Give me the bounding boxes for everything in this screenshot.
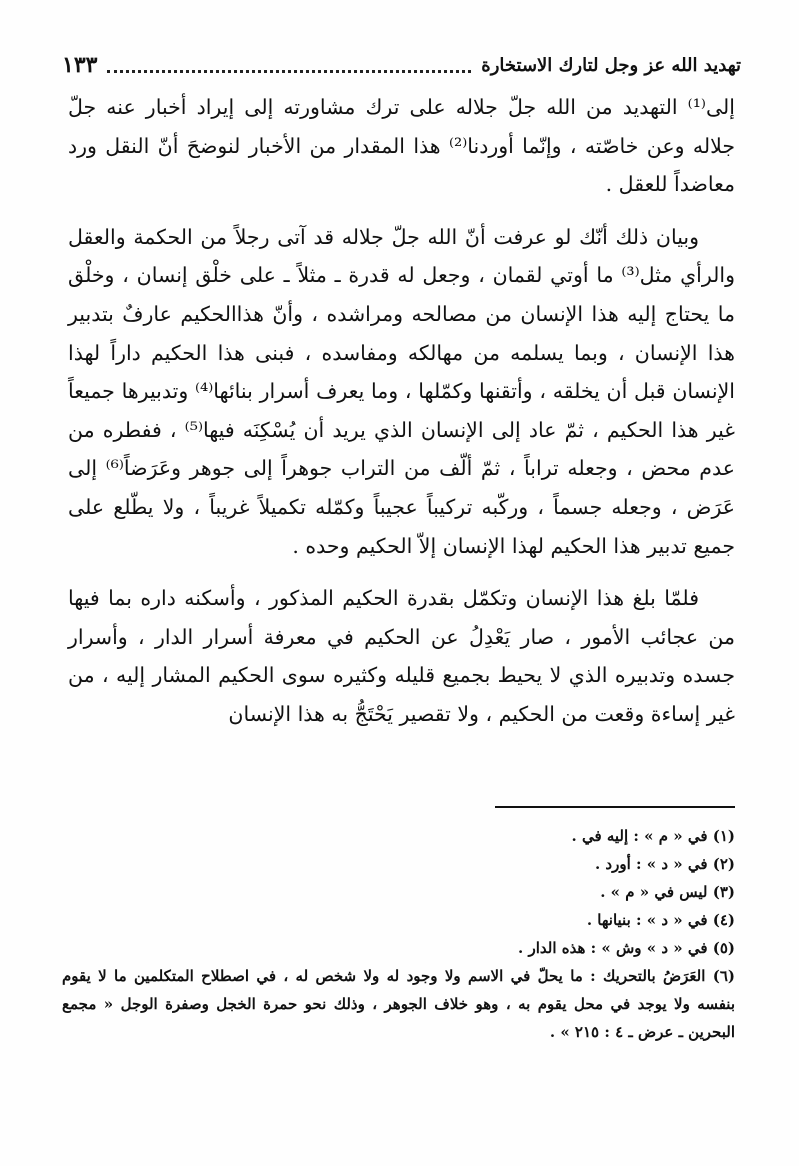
- page-number: ١٣٣: [62, 52, 98, 78]
- running-header: [62, 52, 741, 78]
- footnote-4: (٤) في « د » : بنيانها .: [586, 911, 735, 929]
- footnote-2: (٢) في « د » : أورد .: [594, 855, 735, 873]
- paragraph-2: وبيان ذلك أنّك لو عرفت أنّ الله جلّ جلاله قد آتى رجلاً من الحكمة والعقل والرأي مثل⁽³⁾ ما أوتي لقمان ، وجعل له قدرة ـ مثلاً ـ على خلْق إنسان ، وخلْق ما يحتاج إليه هذا الإنسان من مصالحه ومراشده ، وأنّ هذاالحكيم عارفٌ بتدبير هذا الإنسان ، وبما يسلمه من مهالكه ومفاسده ، فبنى هذا الحكيم داراً لهذا الإنسان قبل أن يخلقه ، وأتقنها وكمّلها ، وما يعرف أسرار بنائها⁽⁴⁾ وتدبيرها جميعاً غير هذا الحكيم ، ثمّ عاد إلى الإنسان الذي يريد أن يُسْكِنَه فيها⁽⁵⁾ ، ففطره من عدم محض ، وجعله تراباً ، ثمّ ألّف من التراب جوهراً إلى جوهر وعَرَضاً⁽⁶⁾ إلى عَرَض ، وجعله جسماً ، وركّبه تركيباً عجيباً وكمّله تكميلاً غريباً ، ولا يطّلع على جميع تدبير هذا الحكيم لهذا الإنسان إلاّ الحكيم وحده .: [68, 224, 736, 558]
- footnote-6: (٦) العَرَضُ بالتحريك : ما يحلّ في الاسم ولا وجود له ولا شخص له ، في اصطلاح المتكلمين ما لا يقوم بنفسه ولا يوجد في محل يقوم به ، وهو خلاف الجوهر ، وذلك نحو حمرة الخجل وصفرة الوجل « مجمع البحرين ـ عرض ـ ٤ : ٢١٥ » .: [62, 967, 735, 1041]
- paragraph-3: فلمّا بلغ هذا الإنسان وتكمّل بقدرة الحكيم المذكور ، وأسكنه داره بما فيها من عجائب الأمور ، صار يَعْدِلُ عن الحكيم في معرفة أسرار الدار ، وأسرار جسده وتدبيره الذي لا يحيط بجميع قليله وكثيره سوى الحكيم المشار إليه ، من غير إساءة وقعت من الحكيم ، ولا تقصير يَحْتَجُّ به هذا الإنسان: [68, 586, 735, 726]
- footnote-5: (٥) في « د » وش » : هذه الدار .: [518, 939, 735, 957]
- footnote-3: (٣) ليس في « م » .: [600, 883, 735, 901]
- header-title: تهديد الله عز وجل لتارك الاستخارة: [481, 54, 741, 76]
- paragraph-1: إلى⁽¹⁾ التهديد من الله جلّ جلاله على ترك مشاورته إلى إيراد أخبار عنه جلّ جلاله وعن خاصّته ، وإنّما أوردنا⁽²⁾ هذا المقدار من الأخبار لنوضحَ أنّ النقل ورد معاضداً للعقل .: [68, 95, 735, 197]
- header-dot-leader: [107, 70, 471, 73]
- footnote-separator: [495, 806, 735, 808]
- footnote-1: (١) في « م » : إليه في .: [571, 827, 735, 845]
- footnotes: [62, 822, 735, 1046]
- main-text: [68, 88, 735, 734]
